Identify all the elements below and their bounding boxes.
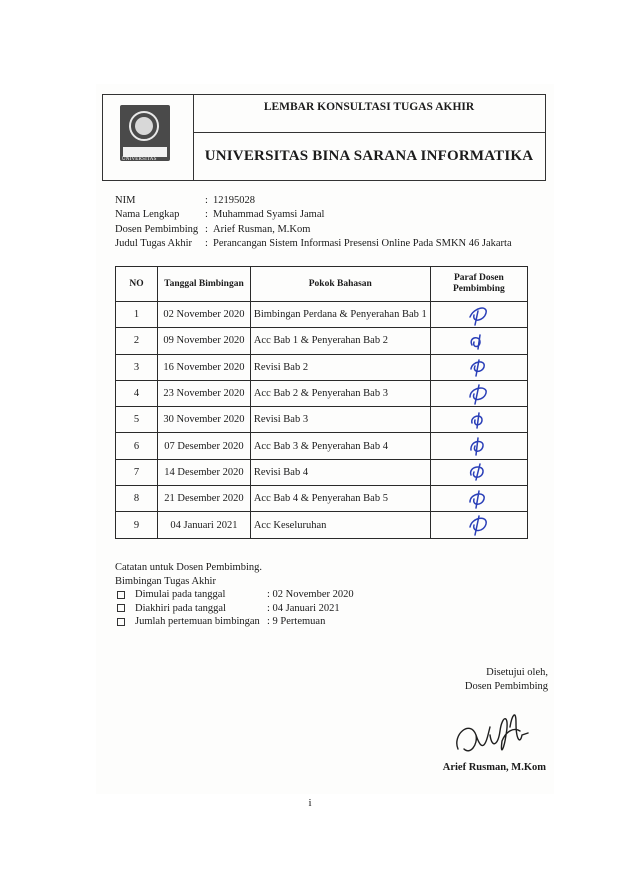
row-signature xyxy=(430,328,527,354)
info-row-advisor: Dosen Pembimbing : Arief Rusman, M.Kom xyxy=(115,223,311,235)
row-no: 6 xyxy=(116,433,158,459)
row-signature xyxy=(430,486,527,512)
row-topic: Acc Bab 4 & Penyerahan Bab 5 xyxy=(250,486,430,512)
table-row xyxy=(116,354,528,380)
row-no: 1 xyxy=(116,302,158,328)
checkbox-icon xyxy=(117,604,125,612)
row-date: 23 November 2020 xyxy=(158,380,251,406)
signer-name: Arief Rusman, M.Kom xyxy=(442,762,546,773)
table-row xyxy=(116,486,528,512)
table-row xyxy=(116,433,528,459)
row-signature xyxy=(430,459,527,485)
student-info xyxy=(115,194,512,251)
checkbox-icon xyxy=(117,591,125,599)
university-logo-icon xyxy=(120,105,170,161)
row-date: 14 Desember 2020 xyxy=(158,459,251,485)
notes-section xyxy=(115,561,354,629)
approval-line-2: Dosen Pembimbing xyxy=(464,681,548,692)
row-date: 21 Desember 2020 xyxy=(158,486,251,512)
table-row xyxy=(116,407,528,433)
row-topic: Revisi Bab 2 xyxy=(250,354,430,380)
row-date: 07 Desember 2020 xyxy=(158,433,251,459)
row-date: 16 November 2020 xyxy=(158,354,251,380)
row-date: 02 November 2020 xyxy=(158,302,251,328)
row-signature xyxy=(430,433,527,459)
initials-signature-icon xyxy=(464,513,494,537)
advisor-signature-icon xyxy=(450,705,540,765)
approval-line-1: Disetujui oleh, xyxy=(486,667,548,678)
table-row xyxy=(116,380,528,406)
notes-subheading: Bimbingan Tugas Akhir xyxy=(115,575,216,587)
initials-signature-icon xyxy=(464,329,494,353)
info-row-name: Nama Lengkap : Muhammad Syamsi Jamal xyxy=(115,209,325,221)
row-no: 2 xyxy=(116,328,158,354)
row-no: 5 xyxy=(116,407,158,433)
row-no: 4 xyxy=(116,380,158,406)
note-end-date: Diakhiri pada tanggal : 04 Januari 2021 xyxy=(115,602,354,616)
logo-text: UNIVERSITAS xyxy=(122,157,157,162)
initials-signature-icon xyxy=(464,408,494,432)
initials-signature-icon xyxy=(464,382,494,406)
page-number: i xyxy=(308,797,312,809)
row-topic: Acc Bab 1 & Penyerahan Bab 2 xyxy=(250,328,430,354)
table-row xyxy=(116,512,528,538)
row-no: 8 xyxy=(116,486,158,512)
note-start-date: Dimulai pada tanggal : 02 November 2020 xyxy=(115,588,354,602)
row-signature xyxy=(430,380,527,406)
row-topic: Acc Keseluruhan xyxy=(250,512,430,538)
col-signature: Paraf Dosen Pembimbing xyxy=(430,267,527,302)
col-topic: Pokok Bahasan xyxy=(250,267,430,302)
row-date: 09 November 2020 xyxy=(158,328,251,354)
row-no: 9 xyxy=(116,512,158,538)
table-header-row xyxy=(116,267,528,302)
row-signature xyxy=(430,302,527,328)
logo-cell xyxy=(103,95,194,180)
row-topic: Revisi Bab 4 xyxy=(250,459,430,485)
initials-signature-icon xyxy=(464,303,494,327)
initials-signature-icon xyxy=(464,355,494,379)
checkbox-icon xyxy=(117,618,125,626)
table-row xyxy=(116,328,528,354)
row-topic: Acc Bab 3 & Penyerahan Bab 4 xyxy=(250,433,430,459)
row-signature xyxy=(430,512,527,538)
initials-signature-icon xyxy=(464,487,494,511)
note-meeting-count: Jumlah pertemuan bimbingan : 9 Pertemuan xyxy=(115,615,354,629)
table-row xyxy=(116,459,528,485)
header-box xyxy=(102,94,546,181)
row-no: 7 xyxy=(116,459,158,485)
col-no: NO xyxy=(116,267,158,302)
institution-name: UNIVERSITAS BINA SARANA INFORMATIKA xyxy=(204,148,534,164)
initials-signature-icon xyxy=(464,460,494,484)
info-row-thesis-title: Judul Tugas Akhir : Perancangan Sistem Informasi Presensi Online Pada SMKN 46 Jakarta xyxy=(115,237,512,249)
info-row-nim: NIM : 12195028 xyxy=(115,195,255,206)
row-signature xyxy=(430,354,527,380)
col-date: Tanggal Bimbingan xyxy=(158,267,251,302)
row-topic: Acc Bab 2 & Penyerahan Bab 3 xyxy=(250,380,430,406)
table-row xyxy=(116,302,528,328)
row-signature xyxy=(430,407,527,433)
row-topic: Revisi Bab 3 xyxy=(250,407,430,433)
form-title: LEMBAR KONSULTASI TUGAS AKHIR xyxy=(263,101,475,113)
row-no: 3 xyxy=(116,354,158,380)
row-date: 30 November 2020 xyxy=(158,407,251,433)
consultation-table xyxy=(115,266,528,539)
notes-heading: Catatan untuk Dosen Pembimbing. xyxy=(115,562,262,573)
header-divider xyxy=(193,132,545,133)
row-topic: Bimbingan Perdana & Penyerahan Bab 1 xyxy=(250,302,430,328)
approval-block xyxy=(436,666,548,694)
initials-signature-icon xyxy=(464,434,494,458)
row-date: 04 Januari 2021 xyxy=(158,512,251,538)
